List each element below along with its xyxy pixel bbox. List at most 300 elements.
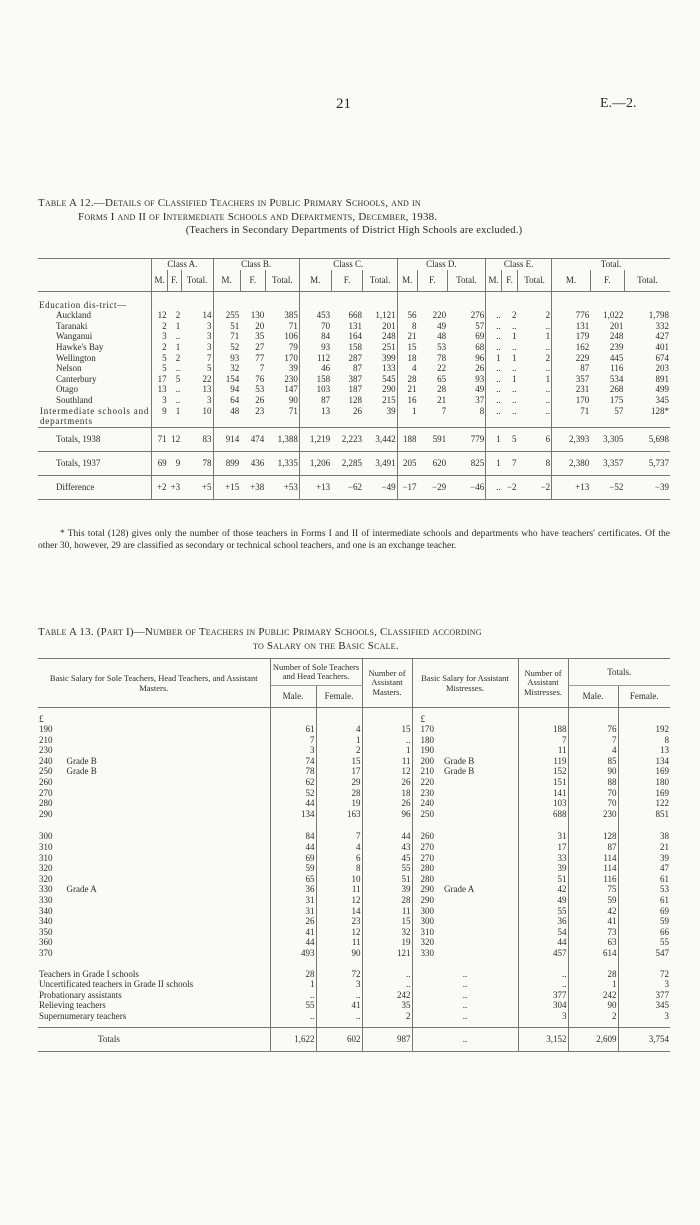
table12-value: 52 xyxy=(213,342,240,353)
table12-total-value: 2,285 xyxy=(341,457,362,468)
table12-value: .. xyxy=(512,394,517,405)
table12-value: 1,798 xyxy=(648,310,669,321)
table13-value: 61 xyxy=(618,874,670,885)
table13-value: 21 xyxy=(618,842,670,853)
table13-value: 36 xyxy=(518,916,568,927)
table13-other-row xyxy=(38,990,670,1001)
table13-value: 62 xyxy=(270,777,316,788)
table12-value: .. xyxy=(545,320,551,331)
table13-value: 3 xyxy=(270,745,316,756)
table13-value: 44 xyxy=(362,831,412,842)
table12-total-value: 5,737 xyxy=(648,457,669,468)
table13-value: 260 xyxy=(412,831,518,842)
salary-value: 360 xyxy=(39,937,53,948)
table12-value: 187 xyxy=(348,384,362,395)
table13-row xyxy=(38,842,670,853)
table13-value: 6 xyxy=(316,853,362,864)
table12-value: 90 xyxy=(288,394,298,405)
table13-value: 59 xyxy=(270,863,316,874)
table12-total-value: 1 xyxy=(486,451,502,475)
basic-salary-sole-header: Basic Salary for Sole Teachers, Head Teachers, and Assistant Masters. xyxy=(38,659,270,708)
table13-value: 15 xyxy=(362,724,412,735)
table13-value: 280 xyxy=(412,874,518,885)
district-name: Hawke's Bay xyxy=(56,341,104,352)
currency-symbol: £ xyxy=(39,713,44,724)
sole-male-header: Male. xyxy=(270,686,316,708)
table12-value: 28 xyxy=(397,374,417,385)
table12-value: 77 xyxy=(255,352,265,363)
total-label: Totals, 1937 xyxy=(56,457,101,468)
table13-row xyxy=(38,916,670,927)
table12-value: 32 xyxy=(213,363,240,374)
table12-value: 15 xyxy=(397,342,417,353)
table13-value: 7 xyxy=(568,735,618,746)
table12-total-value: 1,206 xyxy=(299,451,331,475)
table13-value: .. xyxy=(270,990,316,1001)
spacer-row xyxy=(38,292,670,300)
table12-total-row xyxy=(38,427,670,451)
table12-value: 18 xyxy=(397,353,417,364)
table12-total-value: 3,491 xyxy=(375,457,396,468)
table12-value: 776 xyxy=(552,310,591,321)
salary-value: 310 xyxy=(39,852,53,863)
table13-value: 7 xyxy=(316,831,362,842)
table12-value: 248 xyxy=(382,331,396,342)
grade-label: Grade B xyxy=(66,766,97,777)
district-name: Taranaki xyxy=(56,320,88,331)
table13-value: 2 xyxy=(568,1011,618,1022)
table13-value: 85 xyxy=(568,756,618,767)
table13-value: 61 xyxy=(270,724,316,735)
table13-value: 42 xyxy=(568,906,618,917)
table12-row xyxy=(38,353,670,364)
table12-value: 12 xyxy=(152,310,168,321)
salary-value: 240 Grade B xyxy=(39,755,97,766)
table13-value: 200 Grade B xyxy=(412,756,518,767)
sole-female-header: Female. xyxy=(316,686,362,708)
table12-value: .. xyxy=(486,363,502,374)
table12-value: 1 xyxy=(486,353,502,364)
table13-value: .. xyxy=(316,990,362,1001)
table13-value: 31 xyxy=(270,895,316,906)
table12-value: 22 xyxy=(202,373,212,384)
table12-total-value: 5,698 xyxy=(648,433,669,444)
table12-value: 9 xyxy=(152,406,168,428)
table13-value: 2 xyxy=(362,1011,412,1022)
table12-value: 48 xyxy=(437,331,447,342)
table12-value: .. xyxy=(486,321,502,332)
table13-value: .. xyxy=(518,969,568,980)
table12-value: 71 xyxy=(552,406,591,428)
table13-value: 39 xyxy=(362,884,412,895)
table13-value: 3 xyxy=(618,1011,670,1022)
table13-value: 38 xyxy=(618,831,670,842)
table12-value: 1 xyxy=(397,406,417,428)
salary-value: 320 xyxy=(39,863,53,874)
table12-value: 891 xyxy=(655,373,669,384)
table12-value: 203 xyxy=(655,363,669,374)
table12-value: 545 xyxy=(382,373,396,384)
table13-value: 12 xyxy=(362,766,412,777)
spacer-row xyxy=(38,819,670,831)
table12-total-value: −2 xyxy=(540,481,551,492)
salary-value: 210 xyxy=(39,734,53,745)
table13-value: 242 xyxy=(362,990,412,1001)
table13-other-row xyxy=(38,969,670,980)
table12-value: 357 xyxy=(552,374,591,385)
table13-value: 54 xyxy=(518,927,568,938)
table12-value: 5 xyxy=(175,373,181,384)
table13-value: 36 xyxy=(270,884,316,895)
table13-value: 19 xyxy=(362,937,412,948)
table12-value: 93 xyxy=(213,353,240,364)
table13-value: 3 xyxy=(618,979,670,990)
table13-value: .. xyxy=(316,1011,362,1022)
table13-value: 4 xyxy=(316,724,362,735)
table12-value: 26 xyxy=(255,394,265,405)
table13-value: 49 xyxy=(518,895,568,906)
table12-value: 158 xyxy=(299,374,331,385)
table12-value: .. xyxy=(486,331,502,342)
salary-value: 270 xyxy=(39,787,53,798)
table13-value: 47 xyxy=(618,863,670,874)
table13-value: .. xyxy=(518,979,568,990)
table13-row xyxy=(38,756,670,767)
table13-title-line1: Table A 13. (Part I)—Number of Teachers in Public Primary Schools, Classified according xyxy=(38,626,482,638)
table13-other-row xyxy=(38,1000,670,1011)
row-label: Teachers in Grade I schools xyxy=(39,968,139,979)
table12-value: .. xyxy=(545,405,551,416)
table12-value: 87 xyxy=(552,363,591,374)
table13-value: 119 xyxy=(518,756,568,767)
district-name: Wanganui xyxy=(56,331,93,342)
table13-value: 4 xyxy=(316,842,362,853)
salary-value: 330 Grade A xyxy=(39,884,97,895)
table12-value: 3 xyxy=(152,331,168,342)
table13-value: 61 xyxy=(618,895,670,906)
table13-value: 15 xyxy=(316,756,362,767)
table12-col-header: Total. xyxy=(518,270,552,292)
table13-value: 134 xyxy=(270,809,316,820)
table13-value: 1 xyxy=(568,979,618,990)
table12-value: 53 xyxy=(255,384,265,395)
table12-row xyxy=(38,363,670,374)
totals-female-header: Female. xyxy=(618,686,670,708)
table13-value: 72 xyxy=(316,969,362,980)
table13-value: 230 xyxy=(412,788,518,799)
table13-value: 7 xyxy=(518,735,568,746)
table13-value: .. xyxy=(270,1011,316,1022)
table12-total-value: 83 xyxy=(202,433,212,444)
table12-value: 2 xyxy=(545,352,551,363)
table13-value: 90 xyxy=(568,766,618,777)
table13-row xyxy=(38,863,670,874)
table13-value: 26 xyxy=(362,777,412,788)
salary-value: 280 xyxy=(39,798,53,809)
table12-value: 87 xyxy=(352,363,362,374)
table12-value: 1 xyxy=(175,341,181,352)
table12-total-value: 6 xyxy=(545,433,551,444)
table13-value: 493 xyxy=(270,948,316,959)
table12-total-value: 3,305 xyxy=(603,433,624,444)
table13-value: 69 xyxy=(270,853,316,864)
table12-total-value: 825 xyxy=(470,457,485,468)
table12-value: 116 xyxy=(610,363,624,374)
table12-value: 37 xyxy=(475,394,485,405)
table13-value: 688 xyxy=(518,809,568,820)
table13-value: 320 xyxy=(412,937,518,948)
table12-value: 35 xyxy=(255,331,265,342)
currency-symbol: £ xyxy=(412,714,518,725)
table12-value: .. xyxy=(486,384,502,395)
table12-col-header: M. xyxy=(486,270,502,292)
table12-total-value: 205 xyxy=(397,451,417,475)
table12-total-value: 9 xyxy=(175,457,181,468)
table12-col-header: F. xyxy=(168,270,182,292)
table12-total-value: 899 xyxy=(213,451,240,475)
class-e-header: Class E. xyxy=(486,259,552,270)
table12-value: .. xyxy=(486,310,502,321)
table12-value: 1 xyxy=(512,331,517,342)
table13-value: 31 xyxy=(518,831,568,842)
table12-value: 332 xyxy=(655,320,669,331)
salary-value: 310 xyxy=(39,842,53,853)
table12-value: 71 xyxy=(288,320,298,331)
table13-total-value: 2,609 xyxy=(568,1028,618,1052)
salary-value: 190 xyxy=(39,724,53,735)
table13-value: .. xyxy=(412,1000,518,1011)
table12-value: 427 xyxy=(655,331,669,342)
document-reference: E.—2. xyxy=(600,96,637,111)
table12-value: 215 xyxy=(382,394,396,405)
table13-value: .. xyxy=(362,979,412,990)
grade-label: Grade B xyxy=(444,766,475,777)
basic-salary-mistresses-header: Basic Salary for Assistant Mistresses. xyxy=(412,659,518,708)
table12-col-header: F. xyxy=(331,270,363,292)
table13-value: 7 xyxy=(270,735,316,746)
table12-value: 2 xyxy=(152,321,168,332)
table12-total-value: +2 xyxy=(152,475,168,499)
table12-value: .. xyxy=(545,384,551,395)
table12-row xyxy=(38,395,670,406)
table12-value: 170 xyxy=(284,352,298,363)
table12-value: 453 xyxy=(299,310,331,321)
table13-value: 26 xyxy=(270,916,316,927)
table12-value: 268 xyxy=(609,384,624,395)
table13-value: 73 xyxy=(568,927,618,938)
table12-value: 2 xyxy=(175,352,181,363)
table12-total-value: 914 xyxy=(213,427,240,451)
table13-value: 122 xyxy=(618,798,670,809)
table12-value: 112 xyxy=(299,353,331,364)
table12-value: 1,121 xyxy=(375,310,396,321)
table13-value: 377 xyxy=(518,990,568,1001)
table13-other-row xyxy=(38,979,670,990)
table12-total-value: 436 xyxy=(250,457,265,468)
table12-value: 65 xyxy=(437,373,447,384)
table13-value: 90 xyxy=(316,948,362,959)
table12-row xyxy=(38,321,670,332)
table12-value: 387 xyxy=(348,373,362,384)
table12-value: 276 xyxy=(470,310,485,321)
table12-total-value: 1,388 xyxy=(277,433,298,444)
table13-value: 55 xyxy=(270,1000,316,1011)
table13-row xyxy=(38,745,670,756)
district-name: Nelson xyxy=(56,363,82,374)
table12-value: 158 xyxy=(348,341,362,352)
table13-total-value: 3,754 xyxy=(618,1028,670,1052)
salary-value: 350 xyxy=(39,926,53,937)
table13-row xyxy=(38,724,670,735)
table13-value: 70 xyxy=(568,798,618,809)
table13-value: 851 xyxy=(618,809,670,820)
table12-district-header xyxy=(38,259,152,292)
table12-total-value: −52 xyxy=(609,481,624,492)
total-label: Difference xyxy=(56,481,95,492)
table13-value: 614 xyxy=(568,948,618,959)
table13-value: 41 xyxy=(270,927,316,938)
salary-value: 250 Grade B xyxy=(39,766,97,777)
table12-value: 13 xyxy=(152,384,168,395)
table12-value: 8 xyxy=(397,321,417,332)
table13-value: 15 xyxy=(362,916,412,927)
table12-value: 2 xyxy=(175,310,181,321)
table12-value: 13 xyxy=(299,406,331,428)
table12-total-value: −49 xyxy=(381,481,396,492)
row-label: Relieving teachers xyxy=(39,1000,106,1011)
row-label: Uncertificated teachers in Grade II schools xyxy=(39,979,194,990)
table13-value: 44 xyxy=(270,842,316,853)
table13-value: 84 xyxy=(270,831,316,842)
table13-value: 59 xyxy=(618,916,670,927)
table13-value: 4 xyxy=(568,745,618,756)
table13-row xyxy=(38,735,670,746)
table12-col-header: Total. xyxy=(181,270,213,292)
table12-total-value: 2,393 xyxy=(552,427,591,451)
table13-value: .. xyxy=(412,1011,518,1022)
table13-value: 55 xyxy=(362,863,412,874)
district-heading-row xyxy=(38,300,670,311)
table12-value: 76 xyxy=(255,373,265,384)
table13-row xyxy=(38,884,670,895)
district-heading: Education dis-trict— xyxy=(39,299,127,310)
table12-value: 26 xyxy=(352,405,362,416)
table12-footnote: * This total (128) gives only the number of those teachers in Forms I and II of intermediate schools and departments who have teachers' certificates. Of the other 30, however, 29 are classified as secondary or technical school teachers, and one is an exchange teacher. xyxy=(38,529,670,551)
table13-value: 55 xyxy=(618,937,670,948)
table13-value: 12 xyxy=(316,895,362,906)
table12-value: 231 xyxy=(552,384,591,395)
table13-value: 8 xyxy=(316,863,362,874)
table12-value: .. xyxy=(545,341,551,352)
table13-row xyxy=(38,831,670,842)
table13-value: 39 xyxy=(618,853,670,864)
salary-value: 330 xyxy=(39,895,53,905)
table13-value: 39 xyxy=(518,863,568,874)
table13-total-value: 987 xyxy=(362,1028,412,1052)
table12-total-value: 620 xyxy=(432,457,447,468)
table12-value: 3 xyxy=(207,331,212,342)
table13-value: 192 xyxy=(618,724,670,735)
table13-value: 8 xyxy=(618,735,670,746)
table13-totals-row xyxy=(38,1028,670,1052)
table12-total-value: .. xyxy=(486,475,502,499)
table12-value: .. xyxy=(545,394,551,405)
table12-value: 79 xyxy=(288,341,298,352)
table12-value: 87 xyxy=(299,395,331,406)
table12-value: 668 xyxy=(348,310,362,321)
table13-value: 190 xyxy=(412,745,518,756)
table12-value: 128 xyxy=(348,394,362,405)
table12-total-value: 779 xyxy=(470,433,485,444)
table12-value: .. xyxy=(512,405,517,416)
table13-value: 52 xyxy=(270,788,316,799)
table12-value: 674 xyxy=(655,352,669,363)
table12-value: 290 xyxy=(382,384,396,395)
table12-col-header: F. xyxy=(240,270,265,292)
table12-value: 3 xyxy=(207,320,212,331)
district-name: Southland xyxy=(56,394,93,405)
row-label: Probationary assistants xyxy=(39,989,122,1000)
table12-value: 69 xyxy=(475,331,485,342)
table12-value: 4 xyxy=(397,363,417,374)
table13-value: 290 xyxy=(412,895,518,906)
table13-value: 13 xyxy=(618,745,670,756)
table13-row xyxy=(38,927,670,938)
table12-title xyxy=(38,196,670,238)
table13-value: 69 xyxy=(618,906,670,917)
table13-total-value: 3,152 xyxy=(518,1028,568,1052)
table12-value: 220 xyxy=(432,310,447,321)
total-header: Total. xyxy=(552,259,670,270)
table12-value: 71 xyxy=(288,405,298,416)
table12-value: 229 xyxy=(552,353,591,364)
table12-value: 7 xyxy=(441,405,447,416)
class-b-header: Class B. xyxy=(213,259,299,270)
table13-row xyxy=(38,853,670,864)
table13-value: 169 xyxy=(618,766,670,777)
table13-value: 114 xyxy=(568,863,618,874)
table13-value: 11 xyxy=(362,906,412,917)
table13-value: 29 xyxy=(316,777,362,788)
table13-value: 377 xyxy=(618,990,670,1001)
salary-value: 290 xyxy=(39,808,53,819)
class-c-header: Class C. xyxy=(299,259,397,270)
table12-title-line1: Table A 12.—Details of Classified Teachers in Public Primary Schools, and in xyxy=(38,197,421,209)
table12-value: 534 xyxy=(609,373,624,384)
table12-value: 399 xyxy=(382,352,396,363)
table12-value: .. xyxy=(486,342,502,353)
table13-row xyxy=(38,948,670,959)
table12-value: 39 xyxy=(288,363,298,374)
table12-value: 57 xyxy=(475,320,485,331)
table13-value: 11 xyxy=(316,884,362,895)
table13-row xyxy=(38,809,670,820)
table13-value: 23 xyxy=(316,916,362,927)
table13-value: 3 xyxy=(316,979,362,990)
currency-row xyxy=(38,714,670,725)
table13-value: 169 xyxy=(618,788,670,799)
table12-value: 128* xyxy=(651,405,669,416)
table13-value: 10 xyxy=(316,874,362,885)
table13-value: 17 xyxy=(316,766,362,777)
table12-value: 39 xyxy=(386,405,396,416)
table12-value: 445 xyxy=(609,352,624,363)
table13-total-value: 602 xyxy=(316,1028,362,1052)
table12-value: 14 xyxy=(202,310,212,321)
table13-row xyxy=(38,937,670,948)
table12-value: 179 xyxy=(552,331,591,342)
table13-value: 41 xyxy=(568,916,618,927)
